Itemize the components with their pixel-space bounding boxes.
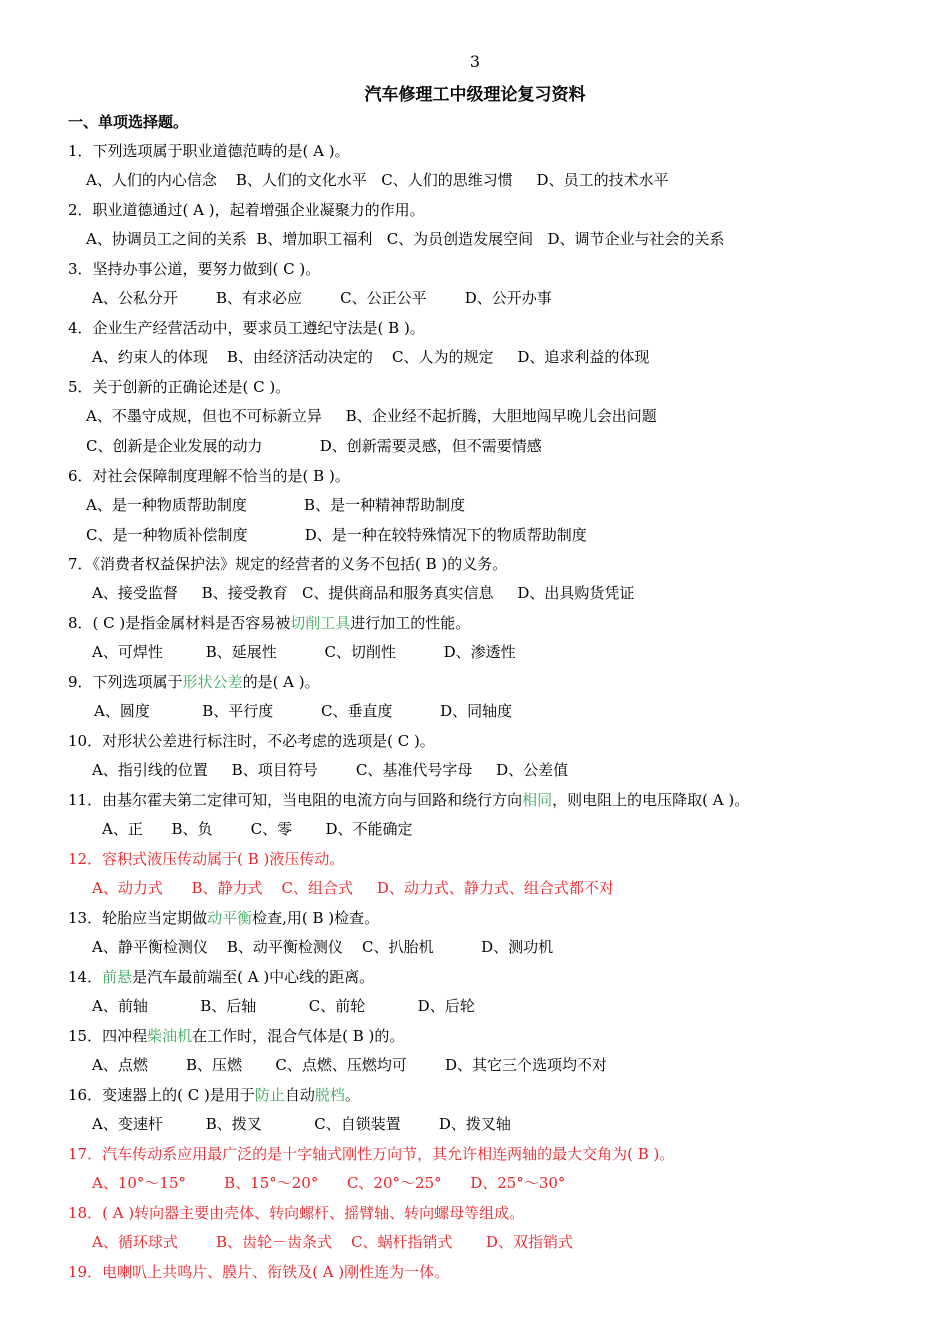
question-14-highlight: 前悬 (102, 968, 133, 986)
question-6-options-row1: A、是一种物质帮助制度 B、是一种精神帮助制度 (86, 496, 466, 514)
question-2: 2．职业道德通过( A )，起着增强企业凝聚力的作用。 (68, 201, 425, 219)
question-7: 7．《消费者权益保护法》规定的经营者的义务不包括( B )的义务。 (68, 555, 508, 573)
question-17-options: A、10°～15° B、15°～20° C、20°～25° D、25°～30° (92, 1174, 566, 1192)
question-8-highlight: 切削工具 (290, 614, 351, 632)
document-title: 汽车修理工中级理论复习资料 (364, 85, 586, 105)
question-16-highlight-2: 脱档 (314, 1086, 345, 1104)
question-9-options: A、圆度 B、平行度 C、垂直度 D、同轴度 (94, 702, 513, 720)
question-15-text-b: 在工作时，混合气体是( B )的。 (192, 1027, 405, 1045)
question-10-options: A、指引线的位置 B、项目符号 C、基准代号字母 D、公差值 (92, 761, 569, 779)
question-8-text-a: 8．( C )是指金属材料是否容易被 (68, 614, 291, 632)
question-13 (68, 908, 379, 928)
question-16-options: A、变速杆 B、拨叉 C、自锁装置 D、拨叉轴 (92, 1115, 511, 1133)
question-16 (68, 1085, 360, 1105)
question-14-options: A、前轴 B、后轴 C、前轮 D、后轮 (92, 997, 475, 1015)
question-16-text-b: 自动 (284, 1086, 315, 1104)
question-16-highlight-1: 防止 (254, 1086, 285, 1104)
question-14 (68, 967, 374, 987)
question-15-options: A、点燃 B、压燃 C、点燃、压燃均可 D、其它三个选项均不对 (92, 1056, 608, 1074)
question-14-text-b: 是汽车最前端至( A )中心线的距离。 (132, 968, 375, 986)
question-16-text-a: 16．变速器上的( C )是用于 (68, 1086, 255, 1104)
question-9-text-b: 的是( A )。 (242, 673, 320, 691)
question-6-options-row2: C、是一种物质补偿制度 D、是一种在较特殊情况下的物质帮助制度 (86, 526, 587, 544)
question-13-text-b: 检查,用( B )检查。 (252, 909, 380, 927)
section-heading: 一、单项选择题。 (68, 113, 189, 131)
question-18: 18．( A )转向器主要由壳体、转向螺杆、摇臂轴、转向螺母等组成。 (68, 1204, 525, 1222)
question-12-options: A、动力式 B、静力式 C、组合式 D、动力式、静力式、组合式都不对 (92, 879, 614, 897)
question-16-text-c: 。 (344, 1086, 360, 1104)
question-15-highlight: 柴油机 (147, 1027, 193, 1045)
question-11-highlight: 相同 (522, 791, 553, 809)
question-1-options: A、人们的内心信念 B、人们的文化水平 C、人们的思维习惯 D、员工的技术水平 (86, 171, 669, 189)
question-5: 5．关于创新的正确论述是( C )。 (68, 378, 291, 396)
question-4: 4．企业生产经营活动中，要求员工遵纪守法是( B )。 (68, 319, 425, 337)
question-4-options: A、约束人的体现 B、由经济活动决定的 C、人为的规定 D、追求利益的体现 (92, 348, 650, 366)
question-3: 3．坚持办事公道，要努力做到( C )。 (68, 260, 321, 278)
question-2-options: A、协调员工之间的关系 B、增加职工福利 C、为员创造发展空间 D、调节企业与社会的关系 (86, 230, 725, 248)
question-3-options: A、公私分开 B、有求必应 C、公正公平 D、公开办事 (92, 289, 552, 307)
question-11-text-a: 11．由基尔霍夫第二定律可知，当电阻的电流方向与回路和绕行方向 (68, 791, 523, 809)
question-8-options: A、可焊性 B、延展性 C、切削性 D、渗透性 (92, 643, 516, 661)
question-1: 1．下列选项属于职业道德范畴的是( A )。 (68, 142, 350, 160)
question-6: 6．对社会保障制度理解不恰当的是( B )。 (68, 467, 350, 485)
question-5-options-row1: A、不墨守成规，但也不可标新立异 B、企业经不起折腾，大胆地闯早晚儿会出问题 (86, 407, 657, 425)
question-13-text-a: 13．轮胎应当定期做 (68, 909, 208, 927)
question-11-text-b: ，则电阻上的电压降取( A )。 (552, 791, 750, 809)
question-15-text-a: 15．四冲程 (68, 1027, 148, 1045)
question-9-highlight: 形状公差 (182, 673, 243, 691)
question-15 (68, 1026, 404, 1046)
question-11-options: A、正 B、负 C、零 D、不能确定 (102, 820, 413, 838)
question-8 (68, 613, 470, 633)
question-18-options: A、循环球式 B、齿轮－齿条式 C、蜗杆指销式 D、双指销式 (92, 1233, 573, 1251)
question-9 (68, 672, 320, 692)
question-17: 17．汽车传动系应用最广泛的是十字轴式刚性万向节，其允许相连两轴的最大交角为( B )。 (68, 1145, 675, 1163)
question-10: 10．对形状公差进行标注时，不必考虑的选项是( C )。 (68, 732, 435, 750)
page-number: 3 (469, 52, 481, 71)
question-11 (68, 790, 749, 810)
question-14-text-a: 14． (68, 968, 103, 986)
question-5-options-row2: C、创新是企业发展的动力 D、创新需要灵感，但不需要情感 (86, 437, 542, 455)
question-19: 19．电喇叭上共鸣片、膜片、衔铁及( A )刚性连为一体。 (68, 1263, 450, 1281)
question-9-text-a: 9．下列选项属于 (68, 673, 183, 691)
question-13-highlight: 动平衡 (207, 909, 253, 927)
question-7-options: A、接受监督 B、接受教育 C、提供商品和服务真实信息 D、出具购货凭证 (92, 584, 635, 602)
question-12: 12．容积式液压传动属于( B )液压传动。 (68, 850, 345, 868)
question-13-options: A、静平衡检测仪 B、动平衡检测仪 C、扒胎机 D、测功机 (92, 938, 554, 956)
question-8-text-b: 进行加工的性能。 (350, 614, 471, 632)
